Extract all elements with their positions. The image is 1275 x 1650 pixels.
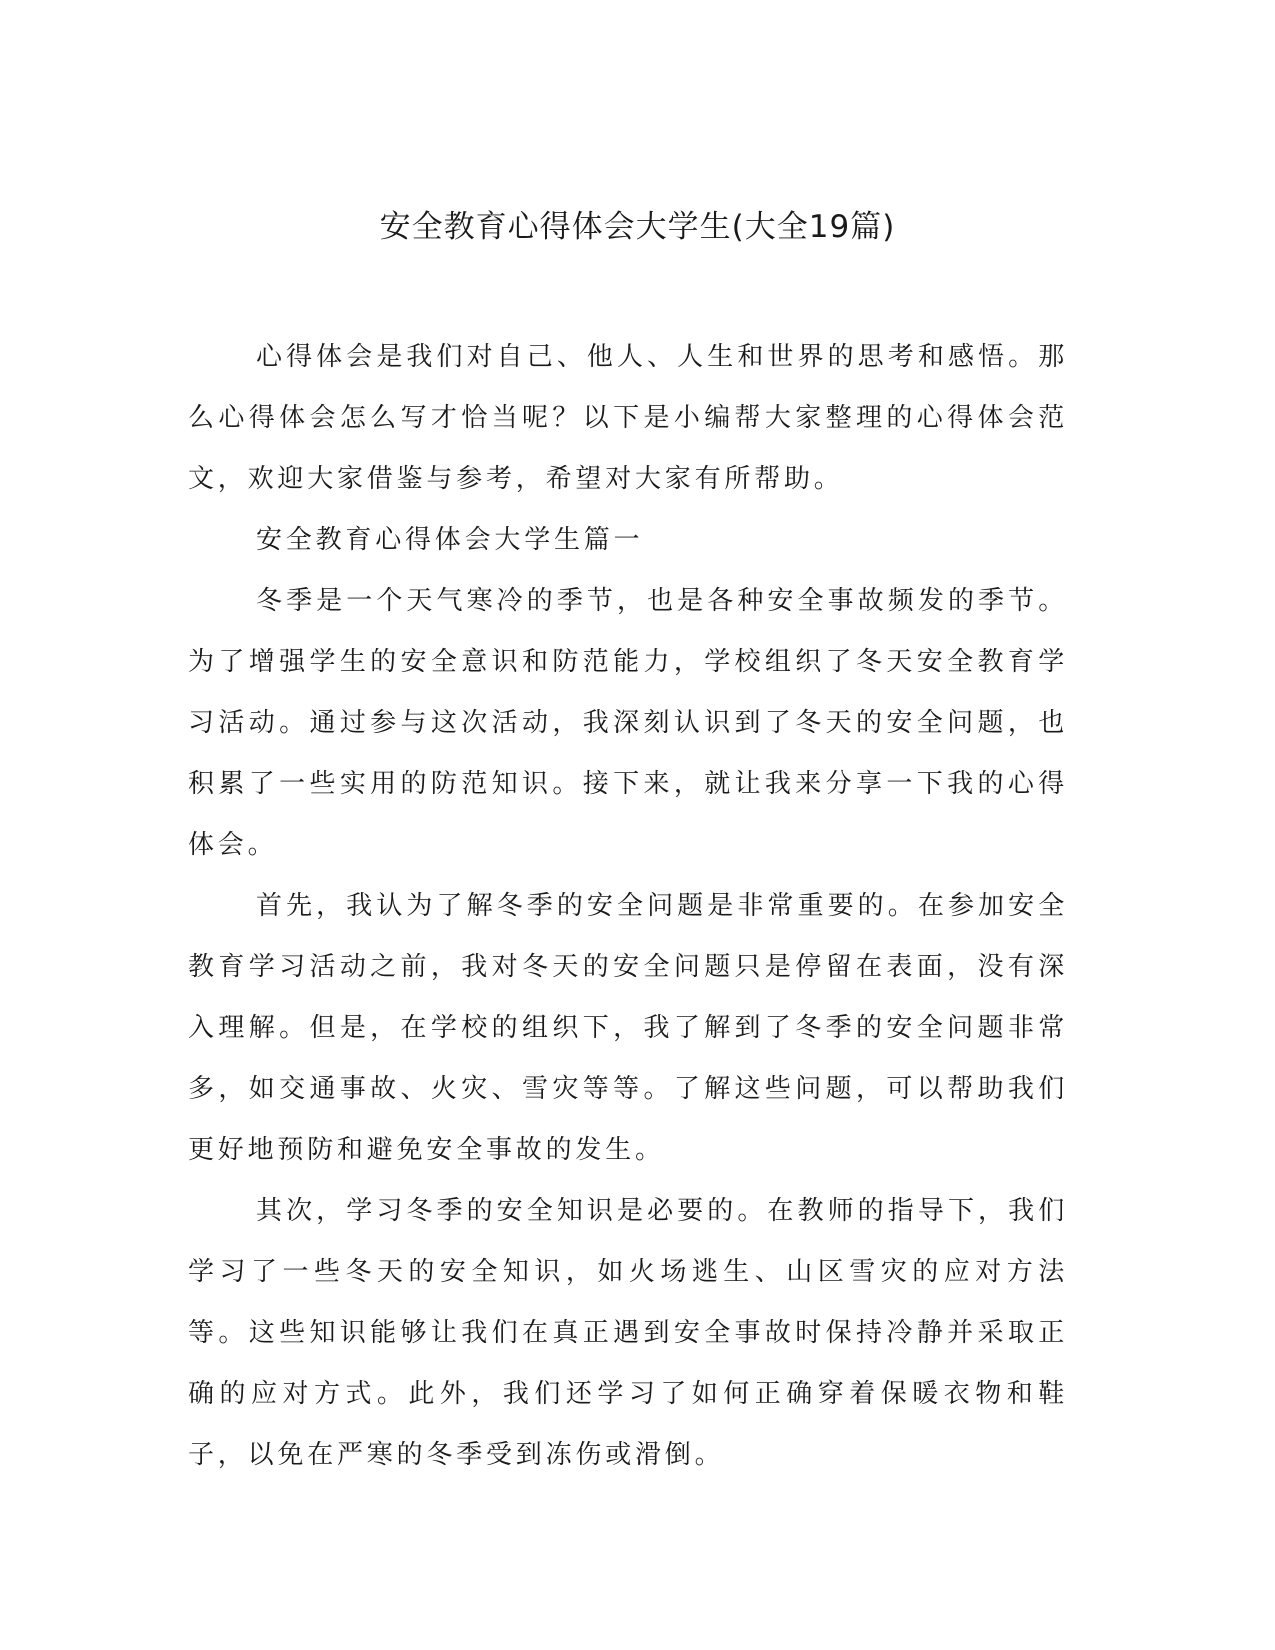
- section-heading: 安全教育心得体会大学生篇一: [256, 525, 644, 555]
- body-paragraph: 其次，学习冬季的安全知识是必要的。在教师的指导下，我们学习了一些冬天的安全知识，如火场逃生、山区雪灾的应对方法等。这些知识能够让我们在真正遇到安全事故时保持冷静并采取正确的应对方式。此外，我们还学习了如何正确穿着保暖衣物和鞋子，以免在严寒的冬季受到冻伤或滑倒。: [188, 1196, 1068, 1470]
- body-paragraph: 首先，我认为了解冬季的安全问题是非常重要的。在参加安全教育学习活动之前，我对冬天的安全问题只是停留在表面，没有深入理解。但是，在学校的组织下，我了解到了冬季的安全问题非常多，如交通事故、火灾、雪灾等等。了解这些问题，可以帮助我们更好地预防和避免安全事故的发生。: [188, 891, 1068, 1165]
- document-title: 安全教育心得体会大学生(大全19篇): [379, 209, 896, 245]
- document-body: [188, 327, 1068, 1486]
- body-paragraph: 冬季是一个天气寒冷的季节，也是各种安全事故频发的季节。为了增强学生的安全意识和防范能力，学校组织了冬天安全教育学习活动。通过参与这次活动，我深刻认识到了冬天的安全问题，也积累了一些实用的防范知识。接下来，就让我来分享一下我的心得体会。: [188, 586, 1068, 860]
- intro-paragraph: 心得体会是我们对自己、他人、人生和世界的思考和感悟。那么心得体会怎么写才恰当呢？以下是小编帮大家整理的心得体会范文，欢迎大家借鉴与参考，希望对大家有所帮助。: [188, 342, 1068, 494]
